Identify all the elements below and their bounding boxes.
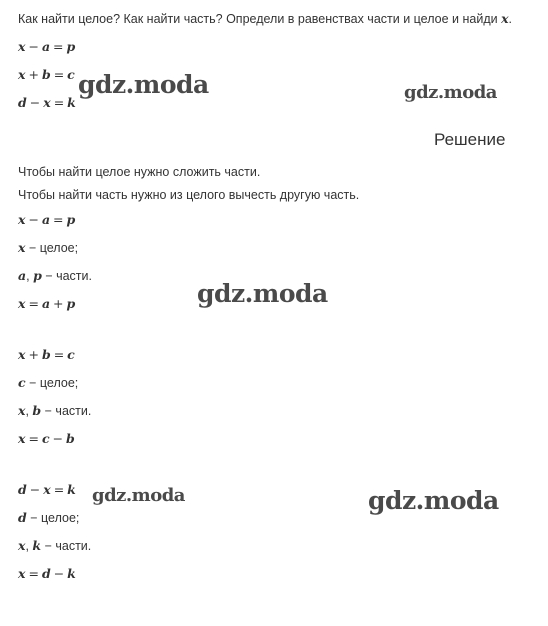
watermark-3: gdz.moda — [197, 279, 328, 308]
rule-whole: Чтобы найти целое нужно сложить части. — [18, 165, 261, 179]
given-equation-1: x − a = p — [18, 39, 76, 54]
rule-part: Чтобы найти часть нужно из целого вычесть другую часть. — [18, 188, 360, 202]
block-1-answer: x = a + p — [18, 296, 76, 311]
block-1-equation: x − a = p — [18, 212, 76, 227]
block-3-whole: d − целое; — [18, 510, 80, 525]
watermark-1: gdz.moda — [78, 70, 209, 99]
block-1-whole: x − целое; — [18, 240, 79, 255]
block-2-equation: x + b = c — [18, 347, 75, 362]
given-equation-2: x + b = c — [18, 67, 75, 82]
block-3-answer: x = d − k — [18, 566, 76, 581]
watermark-4: gdz.moda — [92, 485, 185, 506]
task-variable: x — [501, 11, 509, 26]
block-1-parts: a, p − части. — [18, 268, 92, 283]
block-3-parts: x, k − части. — [18, 538, 92, 553]
watermark-5: gdz.moda — [368, 486, 499, 515]
block-2-whole: c − целое; — [18, 375, 79, 390]
given-equation-3: d − x = k — [18, 95, 76, 110]
solution-title: Решение — [434, 130, 506, 149]
block-3-equation: d − x = k — [18, 482, 76, 497]
block-2-parts: x, b − части. — [18, 403, 92, 418]
task-text: Как найти целое? Как найти часть? Определи в равенствах части и целое и найди x. — [18, 11, 513, 26]
watermark-2: gdz.moda — [404, 82, 497, 103]
block-2-answer: x = c − b — [18, 431, 75, 446]
